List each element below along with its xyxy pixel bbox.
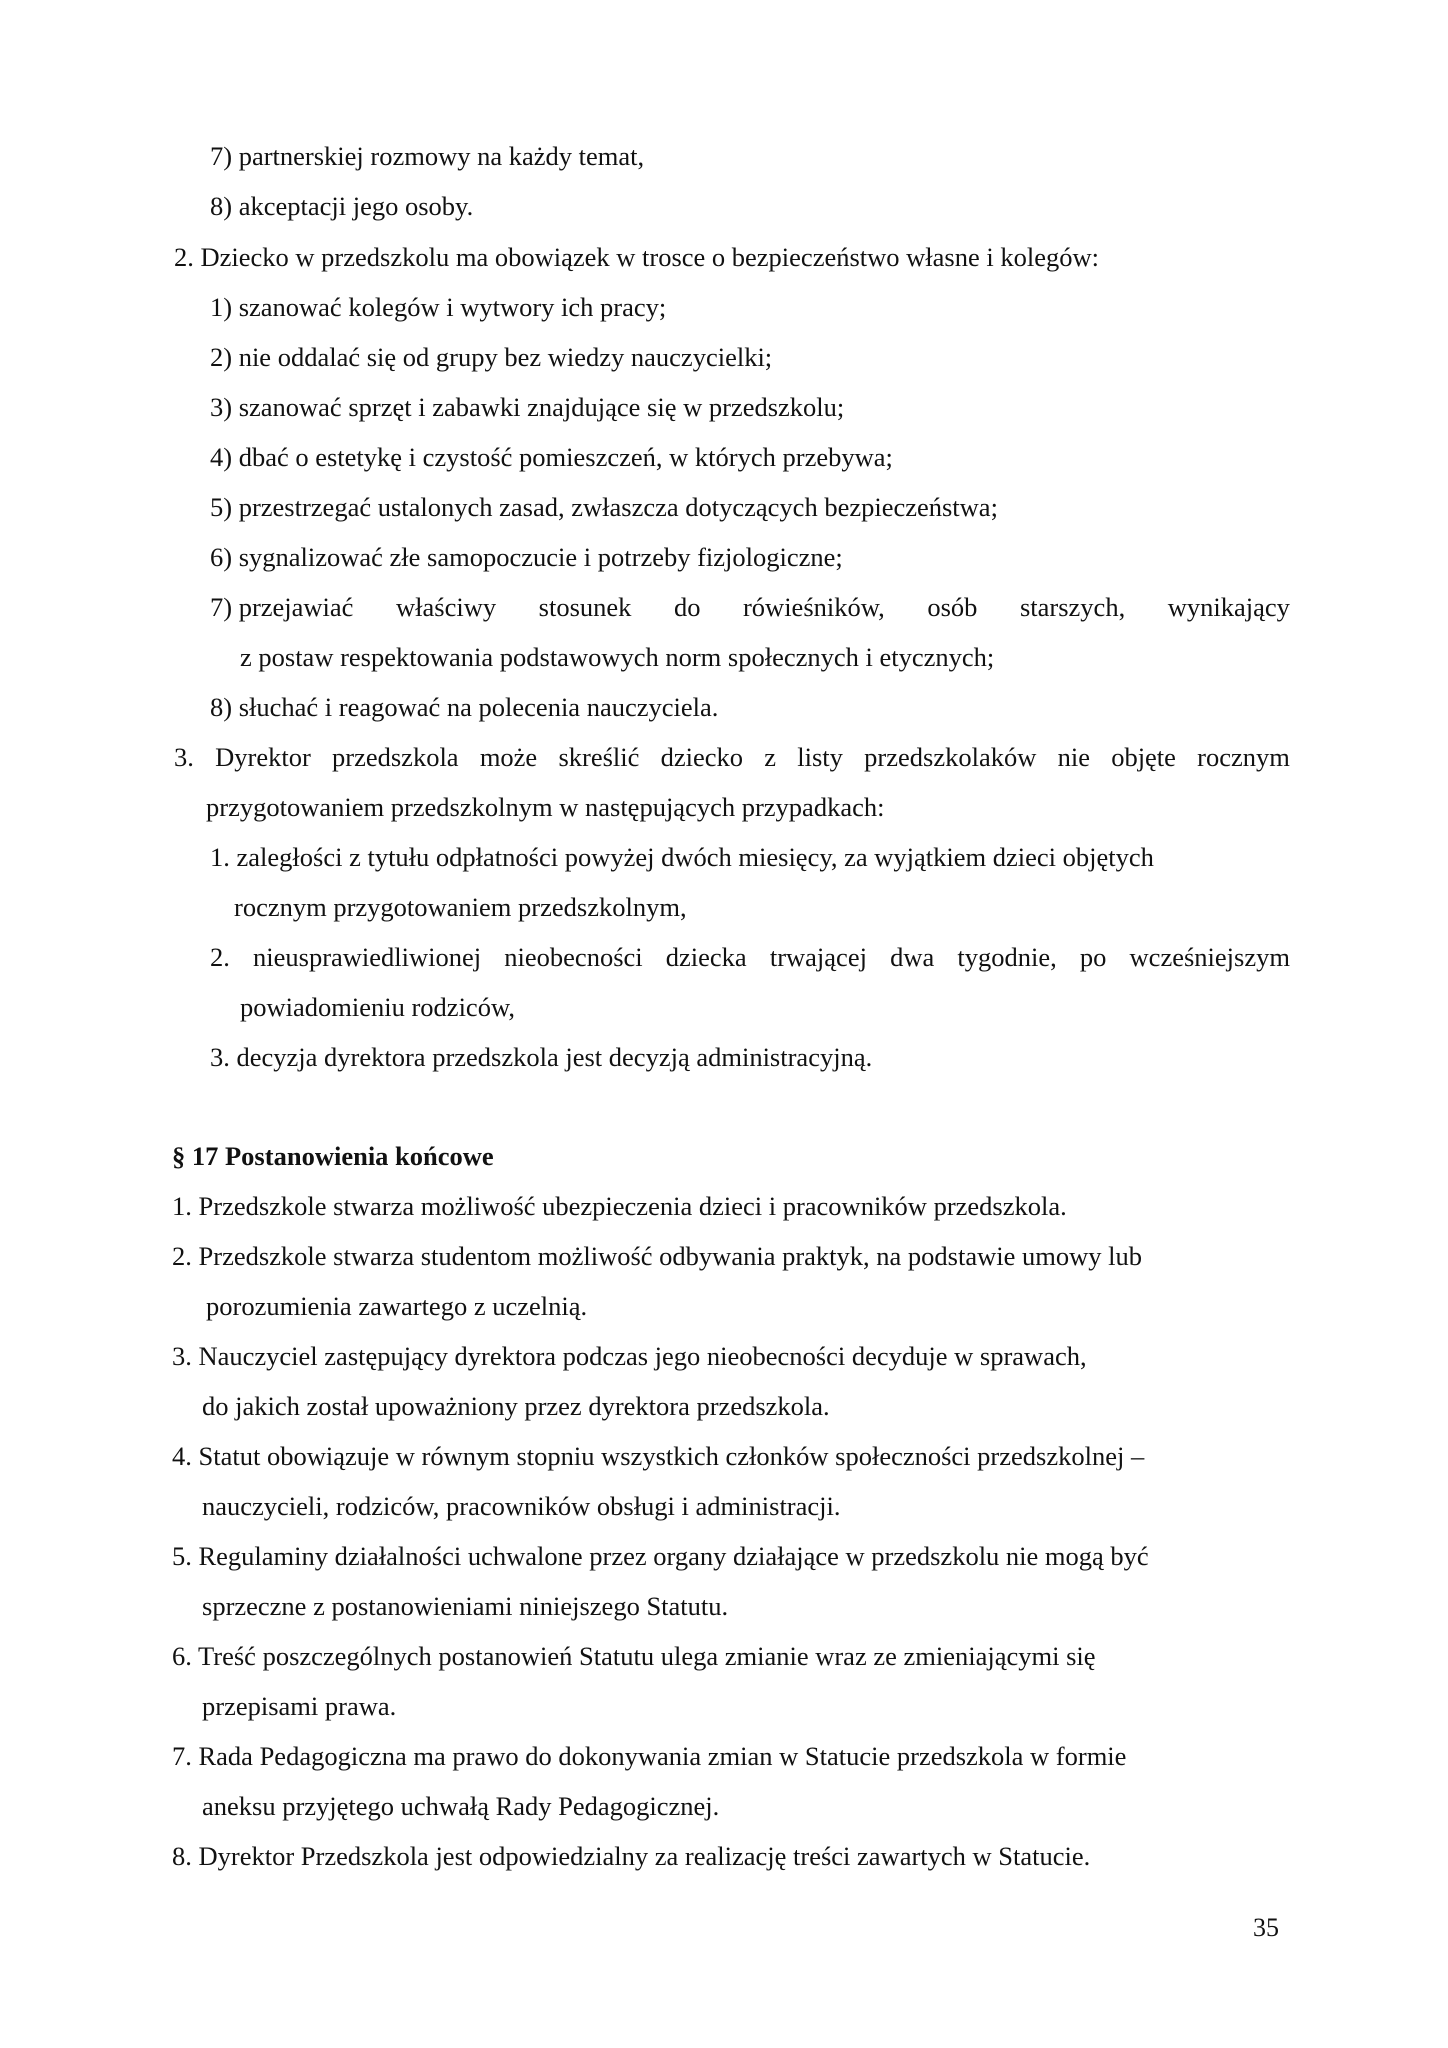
list-item: 4. Statut obowiązuje w równym stopniu wszystkich członków społeczności przedszkolnej – <box>172 1441 1145 1471</box>
word: do <box>673 592 701 622</box>
list-item: 6) sygnalizować złe samopoczucie i potrzeby fizjologiczne; <box>210 542 843 572</box>
list-item: 1. zaległości z tytułu odpłatności powyżej dwóch miesięcy, za wyjątkiem dzieci objętych <box>210 842 1154 872</box>
word: właściwy <box>396 592 497 622</box>
word: 3. <box>174 742 194 772</box>
list-item: 8. Dyrektor Przedszkola jest odpowiedzialny za realizację treści zawartych w Statucie. <box>172 1841 1091 1871</box>
list-item-continuation: przepisami prawa. <box>202 1691 397 1721</box>
list-item: 8) słuchać i reagować na polecenia nauczyciela. <box>210 692 719 722</box>
word: Dyrektor <box>215 742 311 772</box>
list-item-justified <box>210 944 1290 971</box>
word: trwającej <box>769 942 867 972</box>
list-item-continuation: do jakich został upoważniony przez dyrektora przedszkola. <box>202 1391 830 1421</box>
word: 7) przejawiać <box>210 592 354 622</box>
word: listy <box>797 742 843 772</box>
list-item: 5. Regulaminy działalności uchwalone przez organy działające w przedszkolu nie mogą być <box>172 1541 1149 1571</box>
list-item: 2. Przedszkole stwarza studentom możliwość odbywania praktyk, na podstawie umowy lub <box>172 1241 1142 1271</box>
word: wcześniejszym <box>1129 942 1290 972</box>
word: przedszkola <box>332 742 459 772</box>
list-item: 6. Treść poszczególnych postanowień Statutu ulega zmianie wraz ze zmieniającymi się <box>172 1641 1096 1671</box>
word: 2. <box>210 942 230 972</box>
paragraph-point-2: 2. Dziecko w przedszkolu ma obowiązek w trosce o bezpieczeństwo własne i kolegów: <box>174 242 1099 272</box>
list-item-continuation: aneksu przyjętego uchwałą Rady Pedagogicznej. <box>202 1791 720 1821</box>
list-item-continuation: powiadomieniu rodziców, <box>240 992 515 1022</box>
list-item-continuation: z postaw respektowania podstawowych norm społecznych i etycznych; <box>240 642 995 672</box>
list-item: 5) przestrzegać ustalonych zasad, zwłaszcza dotyczących bezpieczeństwa; <box>210 492 998 522</box>
word: skreślić <box>558 742 640 772</box>
word: z <box>764 742 777 772</box>
list-item-continuation: nauczycieli, rodziców, pracowników obsługi i administracji. <box>202 1491 841 1521</box>
word: dziecko <box>660 742 744 772</box>
word: nieobecności <box>504 942 643 972</box>
word: wynikający <box>1167 592 1290 622</box>
word: nieusprawiedliwionej <box>253 942 482 972</box>
paragraph-point-3 <box>174 744 1290 771</box>
list-item: 3) szanować sprzęt i zabawki znajdujące się w przedszkolu; <box>210 392 845 422</box>
page-number: 35 <box>1253 1913 1279 1942</box>
list-item: 2) nie oddalać się od grupy bez wiedzy nauczycielki; <box>210 342 773 372</box>
word: tygodnie, <box>957 942 1057 972</box>
list-item: 7) partnerskiej rozmowy na każdy temat, <box>210 141 645 171</box>
word: objęte <box>1111 742 1176 772</box>
list-item: 3. decyzja dyrektora przedszkola jest decyzją administracyjną. <box>210 1042 873 1072</box>
word: starszych, <box>1019 592 1126 622</box>
list-item: 4) dbać o estetykę i czystość pomieszczeń, w których przebywa; <box>210 442 893 472</box>
word: rocznym <box>1197 742 1290 772</box>
list-item-continuation: rocznym przygotowaniem przedszkolnym, <box>234 892 687 922</box>
word: stosunek <box>538 592 632 622</box>
word: osób <box>927 592 978 622</box>
list-item: 7. Rada Pedagogiczna ma prawo do dokonywania zmian w Statucie przedszkola w formie <box>172 1741 1127 1771</box>
word: dwa <box>890 942 935 972</box>
section-heading: § 17 Postanowienia końcowe <box>172 1141 494 1171</box>
word: rówieśników, <box>742 592 885 622</box>
list-item-continuation: sprzeczne z postanowieniami niniejszego Statutu. <box>202 1591 729 1621</box>
list-item: 3. Nauczyciel zastępujący dyrektora podczas jego nieobecności decyduje w sprawach, <box>172 1341 1087 1371</box>
list-item: 8) akceptacji jego osoby. <box>210 191 474 221</box>
word: po <box>1079 942 1107 972</box>
list-item: 1) szanować kolegów i wytwory ich pracy; <box>210 292 667 322</box>
word: przedszkolaków <box>864 742 1037 772</box>
list-item-justified <box>210 594 1290 621</box>
list-item: 1. Przedszkole stwarza możliwość ubezpieczenia dzieci i pracowników przedszkola. <box>172 1191 1067 1221</box>
word: może <box>479 742 538 772</box>
word: dziecka <box>665 942 747 972</box>
word: nie <box>1057 742 1090 772</box>
paragraph-continuation: przygotowaniem przedszkolnym w następujących przypadkach: <box>206 792 885 822</box>
list-item-continuation: porozumienia zawartego z uczelnią. <box>206 1291 588 1321</box>
